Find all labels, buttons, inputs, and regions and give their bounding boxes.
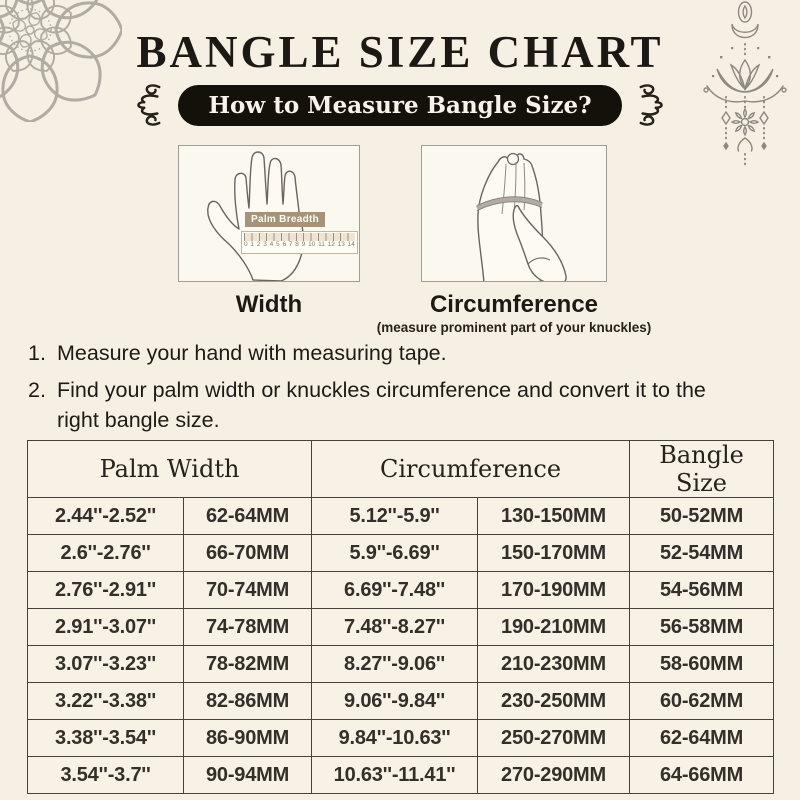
palm-width-inches-cell: 3.07''-3.23'' [28,646,184,683]
ruler-number: 0 [244,241,248,248]
ruler-number: 1 [250,241,255,248]
table-row [28,757,774,794]
circumference-mm-cell: 270-290MM [478,757,630,794]
palm-width-inches-cell: 3.22''-3.38'' [28,683,184,720]
page-title: BANGLE SIZE CHART [136,27,664,77]
circumference-mm-cell: 230-250MM [478,683,630,720]
bangle-size-cell: 62-64MM [630,720,774,757]
header-palm-width: Palm Width [28,441,312,498]
palm-width-mm-cell: 62-64MM [184,498,312,535]
ruler [241,231,358,254]
circumference-inches-cell: 5.12''-5.9'' [312,498,478,535]
table-row [28,498,774,535]
instruction-number: 1. [28,341,46,365]
ruler-number: 6 [282,241,287,248]
palm-width-mm-cell: 70-74MM [184,572,312,609]
circumference-inches-cell: 9.06''-9.84'' [312,683,478,720]
flourish-right-icon [637,82,671,128]
ruler-number: 10 [308,241,316,248]
circumference-mm-cell: 210-230MM [478,646,630,683]
instruction-text: Measure your hand with measuring tape. [57,341,447,365]
instruction-text: Find your palm width or knuckles circumference and convert it to the right bangle size. [57,378,706,432]
circumference-illustration [376,145,652,335]
instructions-list [28,338,772,442]
circumference-inches-cell: 10.63''-11.41'' [312,757,478,794]
palm-width-mm-cell: 78-82MM [184,646,312,683]
circumference-note: (measure prominent part of your knuckles) [376,320,652,335]
circumference-inches-cell: 9.84''-10.63'' [312,720,478,757]
table-row [28,572,774,609]
size-chart-table [27,440,774,794]
palm-width-mm-cell: 90-94MM [184,757,312,794]
ruler-number: 12 [327,241,335,248]
circumference-inches-cell: 5.9''-6.69'' [312,535,478,572]
circumference-inches-cell: 7.48''-8.27'' [312,609,478,646]
circumference-mm-cell: 130-150MM [478,498,630,535]
table-row [28,720,774,757]
ruler-number: 13 [337,241,345,248]
ruler-number: 7 [288,241,293,248]
header-circumference: Circumference [312,441,630,498]
badge-row [0,82,800,128]
circumference-mm-cell: 190-210MM [478,609,630,646]
instruction-item [28,375,772,435]
palm-width-inches-cell: 2.6''-2.76'' [28,535,184,572]
ruler-number: 2 [256,241,261,248]
width-caption: Width [235,291,303,318]
palm-width-mm-cell: 74-78MM [184,609,312,646]
table-row [28,609,774,646]
instruction-item [28,338,772,368]
table-header-row [28,441,774,498]
size-table-wrap [27,440,773,794]
bangle-size-cell: 56-58MM [630,609,774,646]
bangle-size-cell: 58-60MM [630,646,774,683]
table-row [28,535,774,572]
ruler-number: 3 [263,241,267,248]
bangle-size-cell: 52-54MM [630,535,774,572]
palm-width-inches-cell: 2.76''-2.91'' [28,572,184,609]
flourish-left-icon [129,82,163,128]
ruler-number: 5 [276,241,280,248]
header-bangle-size: Bangle Size [630,441,774,498]
instruction-number: 2. [28,378,46,402]
ruler-ticks [244,233,355,241]
ruler-number: 9 [301,241,306,248]
palm-width-mm-cell: 82-86MM [184,683,312,720]
circumference-illustration-box [421,145,607,282]
table-row [28,646,774,683]
circumference-mm-cell: 150-170MM [478,535,630,572]
hand-circumference-icon [422,146,607,282]
palm-width-inches-cell: 2.44''-2.52'' [28,498,184,535]
bangle-size-cell: 64-66MM [630,757,774,794]
ruler-number: 8 [295,241,299,248]
palm-width-mm-cell: 66-70MM [184,535,312,572]
width-illustration [178,145,360,319]
bangle-size-cell: 50-52MM [630,498,774,535]
circumference-inches-cell: 6.69''-7.48'' [312,572,478,609]
table-row [28,683,774,720]
ruler-number: 11 [318,241,325,248]
palm-width-inches-cell: 3.38''-3.54'' [28,720,184,757]
how-to-measure-badge: How to Measure Bangle Size? [178,85,621,126]
palm-width-inches-cell: 3.54''-3.7'' [28,757,184,794]
ruler-number: 14 [347,241,355,248]
circumference-mm-cell: 170-190MM [478,572,630,609]
width-illustration-box [178,145,360,282]
circumference-caption: Circumference [429,291,599,318]
palm-width-mm-cell: 86-90MM [184,720,312,757]
bangle-size-cell: 60-62MM [630,683,774,720]
ruler-numbers [242,241,357,249]
circumference-inches-cell: 8.27''-9.06'' [312,646,478,683]
ruler-number: 4 [269,241,274,248]
circumference-mm-cell: 250-270MM [478,720,630,757]
bangle-size-cell: 54-56MM [630,572,774,609]
palm-width-inches-cell: 2.91''-3.07'' [28,609,184,646]
palm-breadth-label: Palm Breadth [245,212,325,227]
